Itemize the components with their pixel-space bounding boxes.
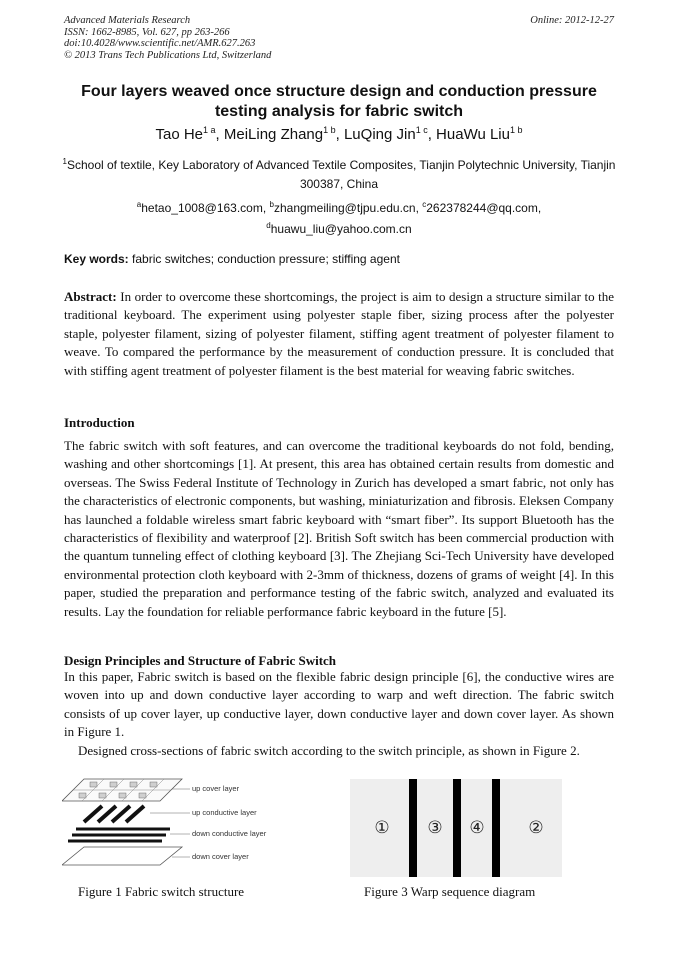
warp-bar xyxy=(453,779,461,877)
figure-1-label: up cover layer xyxy=(192,784,240,793)
paper-title: Four layers weaved once structure design and conduction pressure testing analysis for fabric switch xyxy=(81,83,597,120)
journal-name: Advanced Materials Research xyxy=(64,15,191,26)
warp-number: ① xyxy=(374,818,390,838)
journal-header xyxy=(64,15,271,61)
warp-number: ④ xyxy=(469,818,485,838)
warp-number: ③ xyxy=(427,818,443,838)
online-date: Online: 2012-12-27 xyxy=(530,15,614,26)
figure-1-structure-diagram xyxy=(62,775,292,870)
keywords xyxy=(64,252,400,266)
email-sup: b xyxy=(269,200,274,209)
email-address[interactable]: 262378244@qq.com xyxy=(426,201,538,215)
affiliation-text: School of textile, Key Laboratory of Advanced Textile Composites, Tianjin Polytechnic University, Tianjin 300387, China xyxy=(66,158,616,191)
design-paragraph: Designed cross-sections of fabric switch according to the switch principle, as shown in Figure 2. xyxy=(78,742,580,758)
copyright-line: © 2013 Trans Tech Publications Ltd, Switzerland xyxy=(64,49,272,61)
affiliation xyxy=(60,152,618,194)
abstract-text: In order to overcome these shortcomings, the project is aim to design a structure similar to the traditional keyboard. The experiment using polyester staple fiber, sizing process after the polyester staple, polyester filament, sizing of polyester filament, stiffing agent treatment of polyester filament to weave. To compared the performance by the measurement of conduction pressure. It is concluded that with stiffing agent treatment of polyester filament is the best material for weaving fabric switches. xyxy=(64,289,615,378)
email-address[interactable]: zhangmeiling@tjpu.edu.cn xyxy=(273,201,416,215)
email-address[interactable]: huawu_liu@yahoo.com.cn xyxy=(270,222,412,236)
design-text xyxy=(64,668,614,760)
warp-bar xyxy=(492,779,500,877)
email-sup: a xyxy=(136,200,142,209)
author-name: Tao He xyxy=(155,126,204,143)
figure-1-label: down cover layer xyxy=(192,852,249,861)
issn-line: ISSN: 1662-8985, Vol. 627, pp 263-266 xyxy=(64,26,230,38)
email-address[interactable]: hetao_1008@163.com xyxy=(141,201,263,215)
design-heading: Design Principles and Structure of Fabric Switch xyxy=(64,653,337,668)
author-sup: 1 b xyxy=(509,125,523,135)
author-name: MeiLing Zhang xyxy=(223,126,324,143)
keywords-label: Key words: xyxy=(64,252,129,266)
author-name: LuQing Jin xyxy=(343,126,416,143)
figure-1-label: down conductive layer xyxy=(192,829,267,838)
figure-3-warp-sequence-diagram xyxy=(350,779,562,877)
author-name: HuaWu Liu xyxy=(436,126,510,143)
abstract-label: Abstract: xyxy=(64,289,117,304)
figure-1-caption: Figure 1 Fabric switch structure xyxy=(78,884,245,899)
introduction-heading: Introduction xyxy=(64,415,135,430)
author-sup: 1 b xyxy=(323,125,336,135)
affiliation-sup: 1 xyxy=(62,157,67,166)
warp-bar xyxy=(409,779,417,877)
author-sup: 1 c xyxy=(415,125,428,135)
author-sup: 1 a xyxy=(203,125,216,135)
email-sup: c xyxy=(422,200,427,209)
introduction-text: The fabric switch with soft features, and can overcome the traditional keyboards do not fold, bending, washing and other shortcomings [1]. At present, this area has obtained certain results from domestic and overseas. The Swiss Federal Institute of Technology in Zurich has developed a smart fabric, not only has the characteristics of electronic components, but washing, miniaturization and fibrosis. Eleksen Company has launched a foldable wireless smart fabric keyboard with “smart fiber”. Its support Bluetooth has the characteristics of flexibility and waterproof [2]. British Soft switch has been commercial production with the quantum tunneling effect of clothing keyboard [3]. The Zhejiang Sci-Tech University have developed environmental protection cloth keyboard with 2-3mm of thickness, dozens of grams of weight [4]. In this paper, studied the preparation and performance testing of the fabric switch, analyzed and evaluated its results. Lay the foundation for reliable performance fabric keyboard in the future [5]. xyxy=(64,438,614,619)
warp-number: ② xyxy=(528,818,544,838)
author-list: Tao $He^{1 a}$, MeiLing Zhang$^{1 b}$, LuQing Jin$^{1 c}$, HuaWu Liu$^{1 b}$ xyxy=(155,125,523,143)
doi-line: doi:10.4028/www.scientific.net/AMR.627.263 xyxy=(64,38,256,49)
abstract xyxy=(64,288,614,380)
email-list: $^a$hetao_1008@163.com, $^b$zhangmeiling@tjpu.edu.cn, $^c$262378244@qq.com, $^d$huawu_liu@yahoo.com.cn xyxy=(136,200,542,236)
email-sup: d xyxy=(266,221,271,230)
figure-3-caption: Figure 3 Warp sequence diagram xyxy=(364,884,536,899)
figure-1-label: up conductive layer xyxy=(192,808,257,817)
design-paragraph: In this paper, Fabric switch is based on the flexible fabric design principle [6], the conductive wires are woven into up and down conductive layer according to warp and weft direction. The fabric switch consists of up cover layer, up conductive layer, down conductive layer and down cover layer. As shown in Figure 1. xyxy=(64,669,614,740)
keywords-text: fabric switches; conduction pressure; stiffing agent xyxy=(132,252,400,266)
